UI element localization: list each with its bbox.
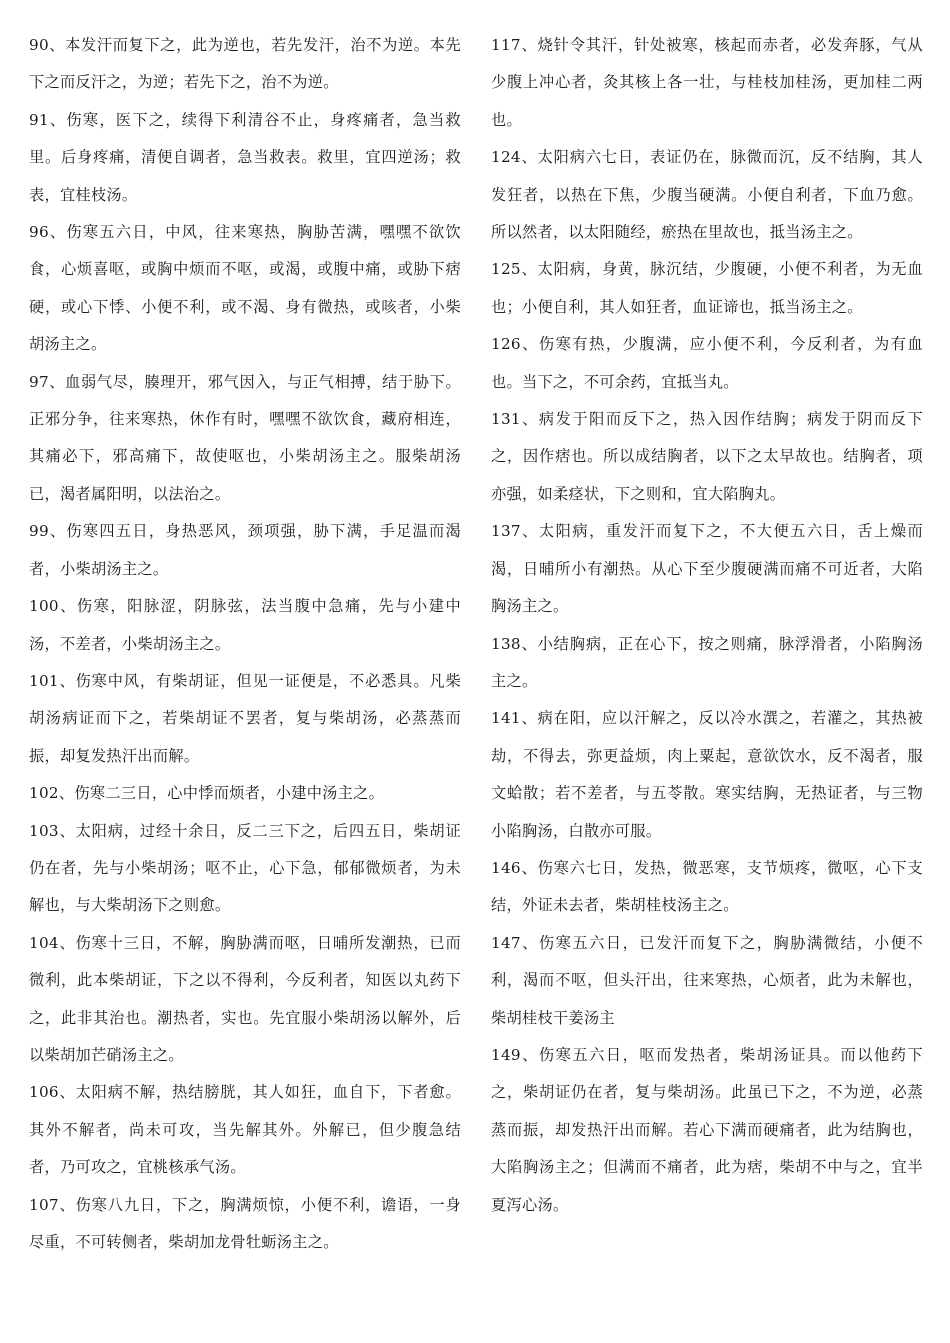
clause-124: 124、太阳病六七日，表证仍在，脉微而沉，反不结胸，其人发狂者，以热在下焦，少腹当硬满。小便自利者，下血乃愈。所以然者，以太阳随经，瘀热在里故也，抵当汤主之。 bbox=[491, 148, 923, 242]
clause-100: 100、伤寒，阳脉涩，阴脉弦，法当腹中急痛，先与小建中汤，不差者，小柴胡汤主之。 bbox=[29, 597, 461, 653]
clause-107: 107、伤寒八九日，下之，胸满烦惊，小便不利，谵语，一身尽重，不可转侧者，柴胡加龙骨牡蛎汤主之。 bbox=[29, 1195, 461, 1251]
clause-101: 101、伤寒中风，有柴胡证，但见一证便是，不必悉具。凡柴胡汤病证而下之，若柴胡证不罢者，复与柴胡汤，必蒸蒸而振，却复发热汗出而解。 bbox=[29, 671, 461, 765]
clause-149: 149、伤寒五六日，呕而发热者，柴胡汤证具。而以他药下之，柴胡证仍在者，复与柴胡汤。此虽已下之，不为逆，必蒸蒸而振，却发热汗出而解。若心下满而硬痛者，此为结胸也，大陷胸汤主之；但满而不痛者，此为痞，柴胡不中与之，宜半夏泻心汤。 bbox=[491, 1045, 923, 1214]
clause-138: 138、小结胸病，正在心下，按之则痛，脉浮滑者，小陷胸汤主之。 bbox=[491, 634, 923, 690]
clause-96: 96、伤寒五六日，中风，往来寒热，胸胁苦满，嘿嘿不欲饮食，心烦喜呕，或胸中烦而不呕，或渴，或腹中痛，或胁下痞硬，或心下悸、小便不利，或不渴、身有微热，或咳者，小柴胡汤主之。 bbox=[29, 223, 461, 354]
clause-137: 137、太阳病，重发汗而复下之，不大便五六日，舌上燥而渴，日晡所小有潮热。从心下至少腹硬满而痛不可近者，大陷胸汤主之。 bbox=[491, 522, 923, 616]
clause-106: 106、太阳病不解，热结膀胱，其人如狂，血自下，下者愈。其外不解者，尚未可攻，当先解其外。外解已，但少腹急结者，乃可攻之，宜桃核承气汤。 bbox=[29, 1083, 461, 1177]
left-column bbox=[29, 27, 461, 1261]
clause-131: 131、病发于阳而反下之，热入因作结胸；病发于阴而反下之，因作痞也。所以成结胸者，以下之太早故也。结胸者，项亦强，如柔痉状，下之则和，宜大陷胸丸。 bbox=[491, 410, 923, 503]
clause-126: 126、伤寒有热，少腹满，应小便不利，今反利者，为有血也。当下之，不可余药，宜抵当丸。 bbox=[491, 335, 923, 391]
clause-147: 147、伤寒五六日，已发汗而复下之，胸胁满微结，小便不利，渴而不呕，但头汗出，往来寒热，心烦者，此为未解也，柴胡桂枝干姜汤主 bbox=[491, 933, 923, 1027]
clause-141: 141、病在阳，应以汗解之，反以冷水潠之，若灌之，其热被劫，不得去，弥更益烦，肉上粟起，意欲饮水，反不渴者，服文蛤散；若不差者，与五苓散。寒实结胸，无热证者，与三物小陷胸汤，白散亦可服。 bbox=[491, 709, 923, 840]
clause-102: 102、伤寒二三日，心中悸而烦者，小建中汤主之。 bbox=[29, 784, 385, 803]
clause-97: 97、血弱气尽，腠理开，邪气因入，与正气相搏，结于胁下。正邪分争，往来寒热，休作有时，嘿嘿不欲饮食，藏府相连，其痛必下，邪高痛下，故使呕也，小柴胡汤主之。服柴胡汤已，渴者属阳明，以法治之。 bbox=[29, 372, 461, 503]
clause-146: 146、伤寒六七日，发热，微恶寒，支节烦疼，微呕，心下支结，外证未去者，柴胡桂枝汤主之。 bbox=[491, 858, 923, 915]
clause-99: 99、伤寒四五日，身热恶风，颈项强，胁下满，手足温而渴者，小柴胡汤主之。 bbox=[29, 522, 461, 578]
clause-103: 103、太阳病，过经十余日，反二三下之，后四五日，柴胡证仍在者，先与小柴胡汤；呕不止，心下急，郁郁微烦者，为未解也，与大柴胡汤下之则愈。 bbox=[29, 821, 461, 915]
clause-91: 91、伤寒，医下之，续得下利清谷不止，身疼痛者，急当救里。后身疼痛，清便自调者，急当救表。救里，宜四逆汤；救表，宜桂枝汤。 bbox=[29, 110, 461, 204]
clause-117: 117、烧针令其汗，针处被寒，核起而赤者，必发奔豚，气从少腹上冲心者，灸其核上各一壮，与桂枝加桂汤，更加桂二两也。 bbox=[491, 36, 923, 129]
right-column bbox=[491, 27, 923, 1224]
clause-104: 104、伤寒十三日，不解，胸胁满而呕，日晡所发潮热，已而微利，此本柴胡证，下之以不得利，今反利者，知医以丸药下之，此非其治也。潮热者，实也。先宜服小柴胡汤以解外，后以柴胡加芒硝汤主之。 bbox=[29, 933, 461, 1064]
clause-125: 125、太阳病，身黄，脉沉结，少腹硬，小便不利者，为无血也；小便自利，其人如狂者，血证谛也，抵当汤主之。 bbox=[491, 260, 923, 316]
clause-90: 90、本发汗而复下之，此为逆也，若先发汗，治不为逆。本先下之而反汗之，为逆；若先下之，治不为逆。 bbox=[29, 36, 461, 92]
